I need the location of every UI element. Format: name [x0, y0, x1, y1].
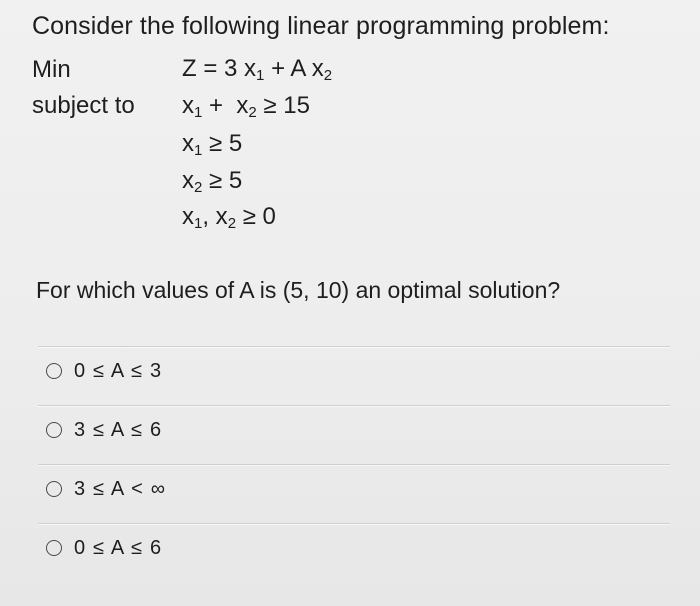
- constraint-2-x: x: [182, 130, 194, 157]
- constraint-3-sub: 2: [194, 179, 203, 196]
- constraints-label: subject to: [32, 92, 135, 119]
- answer-option-label: 3 ≤ A ≤ 6: [74, 418, 163, 441]
- constraint-1-sub1: 1: [194, 104, 203, 121]
- constraint-1-sub2: 2: [248, 104, 257, 121]
- separator: [38, 523, 670, 524]
- answer-option-1[interactable]: [46, 357, 162, 385]
- constraint-2: [182, 130, 242, 158]
- radio-button-icon[interactable]: [46, 540, 62, 556]
- separator: [38, 346, 670, 347]
- objective-rhs-mid: + A x: [271, 55, 324, 82]
- constraint-1-plus: + x: [202, 92, 249, 119]
- answer-option-3[interactable]: [46, 475, 166, 503]
- answer-option-2[interactable]: [46, 416, 162, 444]
- constraint-4-comma: , x: [202, 203, 228, 230]
- objective-label: Min: [32, 56, 71, 83]
- objective-sub1: 1: [256, 67, 265, 84]
- radio-button-icon[interactable]: [46, 363, 62, 379]
- constraint-3-x: x: [182, 167, 194, 194]
- constraint-4-sub1: 1: [194, 215, 203, 232]
- objective-function: [182, 55, 332, 83]
- constraint-2-rhs: ≥ 5: [202, 130, 243, 157]
- constraint-4-sub2: 2: [227, 215, 237, 232]
- question-text: For which values of A is (5, 10) an optimal solution?: [36, 277, 561, 303]
- answer-option-label: 3 ≤ A < ∞: [74, 477, 167, 500]
- radio-button-icon[interactable]: [46, 422, 62, 438]
- separator: [38, 464, 670, 465]
- constraint-1-rhs: ≥ 15: [256, 92, 310, 119]
- constraint-1: [182, 92, 310, 120]
- objective-z: Z: [182, 55, 197, 82]
- answer-option-4[interactable]: [46, 534, 162, 562]
- answer-option-label: 0 ≤ A ≤ 6: [74, 536, 163, 559]
- answer-option-label: 0 ≤ A ≤ 3: [74, 359, 163, 382]
- objective-sub2: 2: [323, 67, 333, 84]
- constraint-3-rhs: ≥ 5: [202, 167, 243, 194]
- constraint-4-rhs: ≥ 0: [236, 203, 276, 230]
- problem-intro: Consider the following linear programming problem:: [32, 12, 610, 40]
- constraint-1-x1: x: [182, 92, 194, 119]
- constraint-4: [182, 203, 276, 231]
- constraint-2-sub: 1: [194, 142, 203, 159]
- constraint-4-x1: x: [182, 203, 194, 230]
- separator: [38, 405, 670, 406]
- radio-button-icon[interactable]: [46, 481, 62, 497]
- constraint-3: [182, 167, 242, 195]
- objective-rhs-prefix: = 3 x: [203, 55, 257, 82]
